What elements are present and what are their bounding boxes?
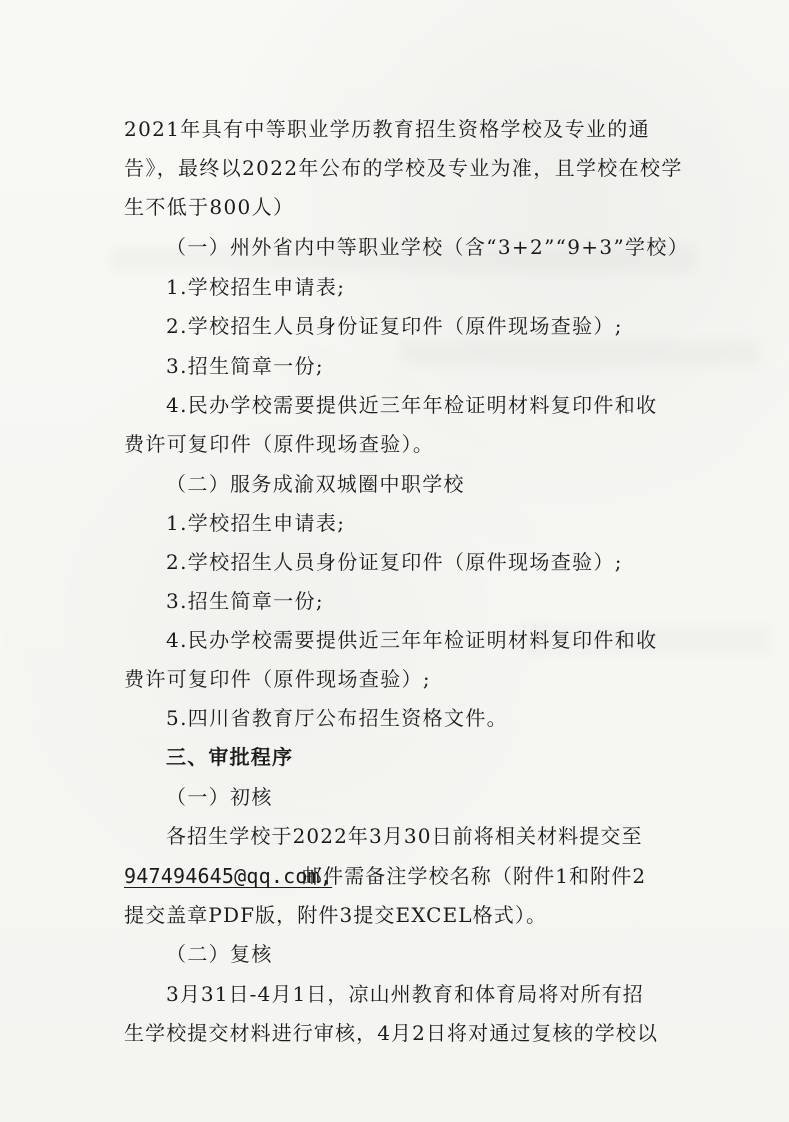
- body-line: 2021年具有中等职业学历教育招生资格学校及专业的通: [124, 117, 650, 141]
- list-item: 1.学校招生申请表;: [166, 275, 346, 299]
- list-item-continuation: 费许可复印件（原件现场查验）;: [124, 667, 431, 691]
- list-item-continuation: 费许可复印件（原件现场查验）。: [124, 432, 435, 456]
- list-item: 4.民办学校需要提供近三年年检证明材料复印件和收: [166, 628, 658, 652]
- body-line: 邮件需备注学校名称（附件1和附件2: [302, 864, 647, 888]
- email-link[interactable]: 947494645@qq.com,: [124, 864, 333, 888]
- section-heading: （一）州外省内中等职业学校（含“3+2”“9+3”学校）: [166, 235, 690, 259]
- list-item: 5.四川省教育厅公布招生资格文件。: [166, 706, 509, 730]
- section-heading: （二）服务成渝双城圈中职学校: [166, 472, 465, 496]
- chapter-heading: 三、审批程序: [166, 745, 294, 769]
- list-item: 2.学校招生人员身份证复印件（原件现场查验）;: [166, 550, 623, 574]
- list-item: 4.民办学校需要提供近三年年检证明材料复印件和收: [166, 393, 658, 417]
- body-line: 各招生学校于2022年3月30日前将相关材料提交至: [166, 824, 643, 848]
- list-item: 3.招生简章一份;: [166, 354, 324, 378]
- list-item: 2.学校招生人员身份证复印件（原件现场查验）;: [166, 314, 623, 338]
- subsection-heading: （二）复核: [166, 942, 273, 966]
- body-line: 告》，最终以2022年公布的学校及专业为准，且学校在校学: [124, 156, 683, 180]
- body-line: 3月31日-4月1日，凉山州教育和体育局将对所有招: [166, 982, 644, 1006]
- body-line: 生学校提交材料进行审核，4月2日将对通过复核的学校以: [124, 1021, 659, 1045]
- body-line: 提交盖章PDF版，附件3提交EXCEL格式）。: [124, 903, 548, 927]
- list-item: 3.招生简章一份;: [166, 589, 324, 613]
- subsection-heading: （一）初核: [166, 785, 273, 809]
- list-item: 1.学校招生申请表;: [166, 511, 346, 535]
- body-line: 生不低于800人）: [124, 195, 295, 219]
